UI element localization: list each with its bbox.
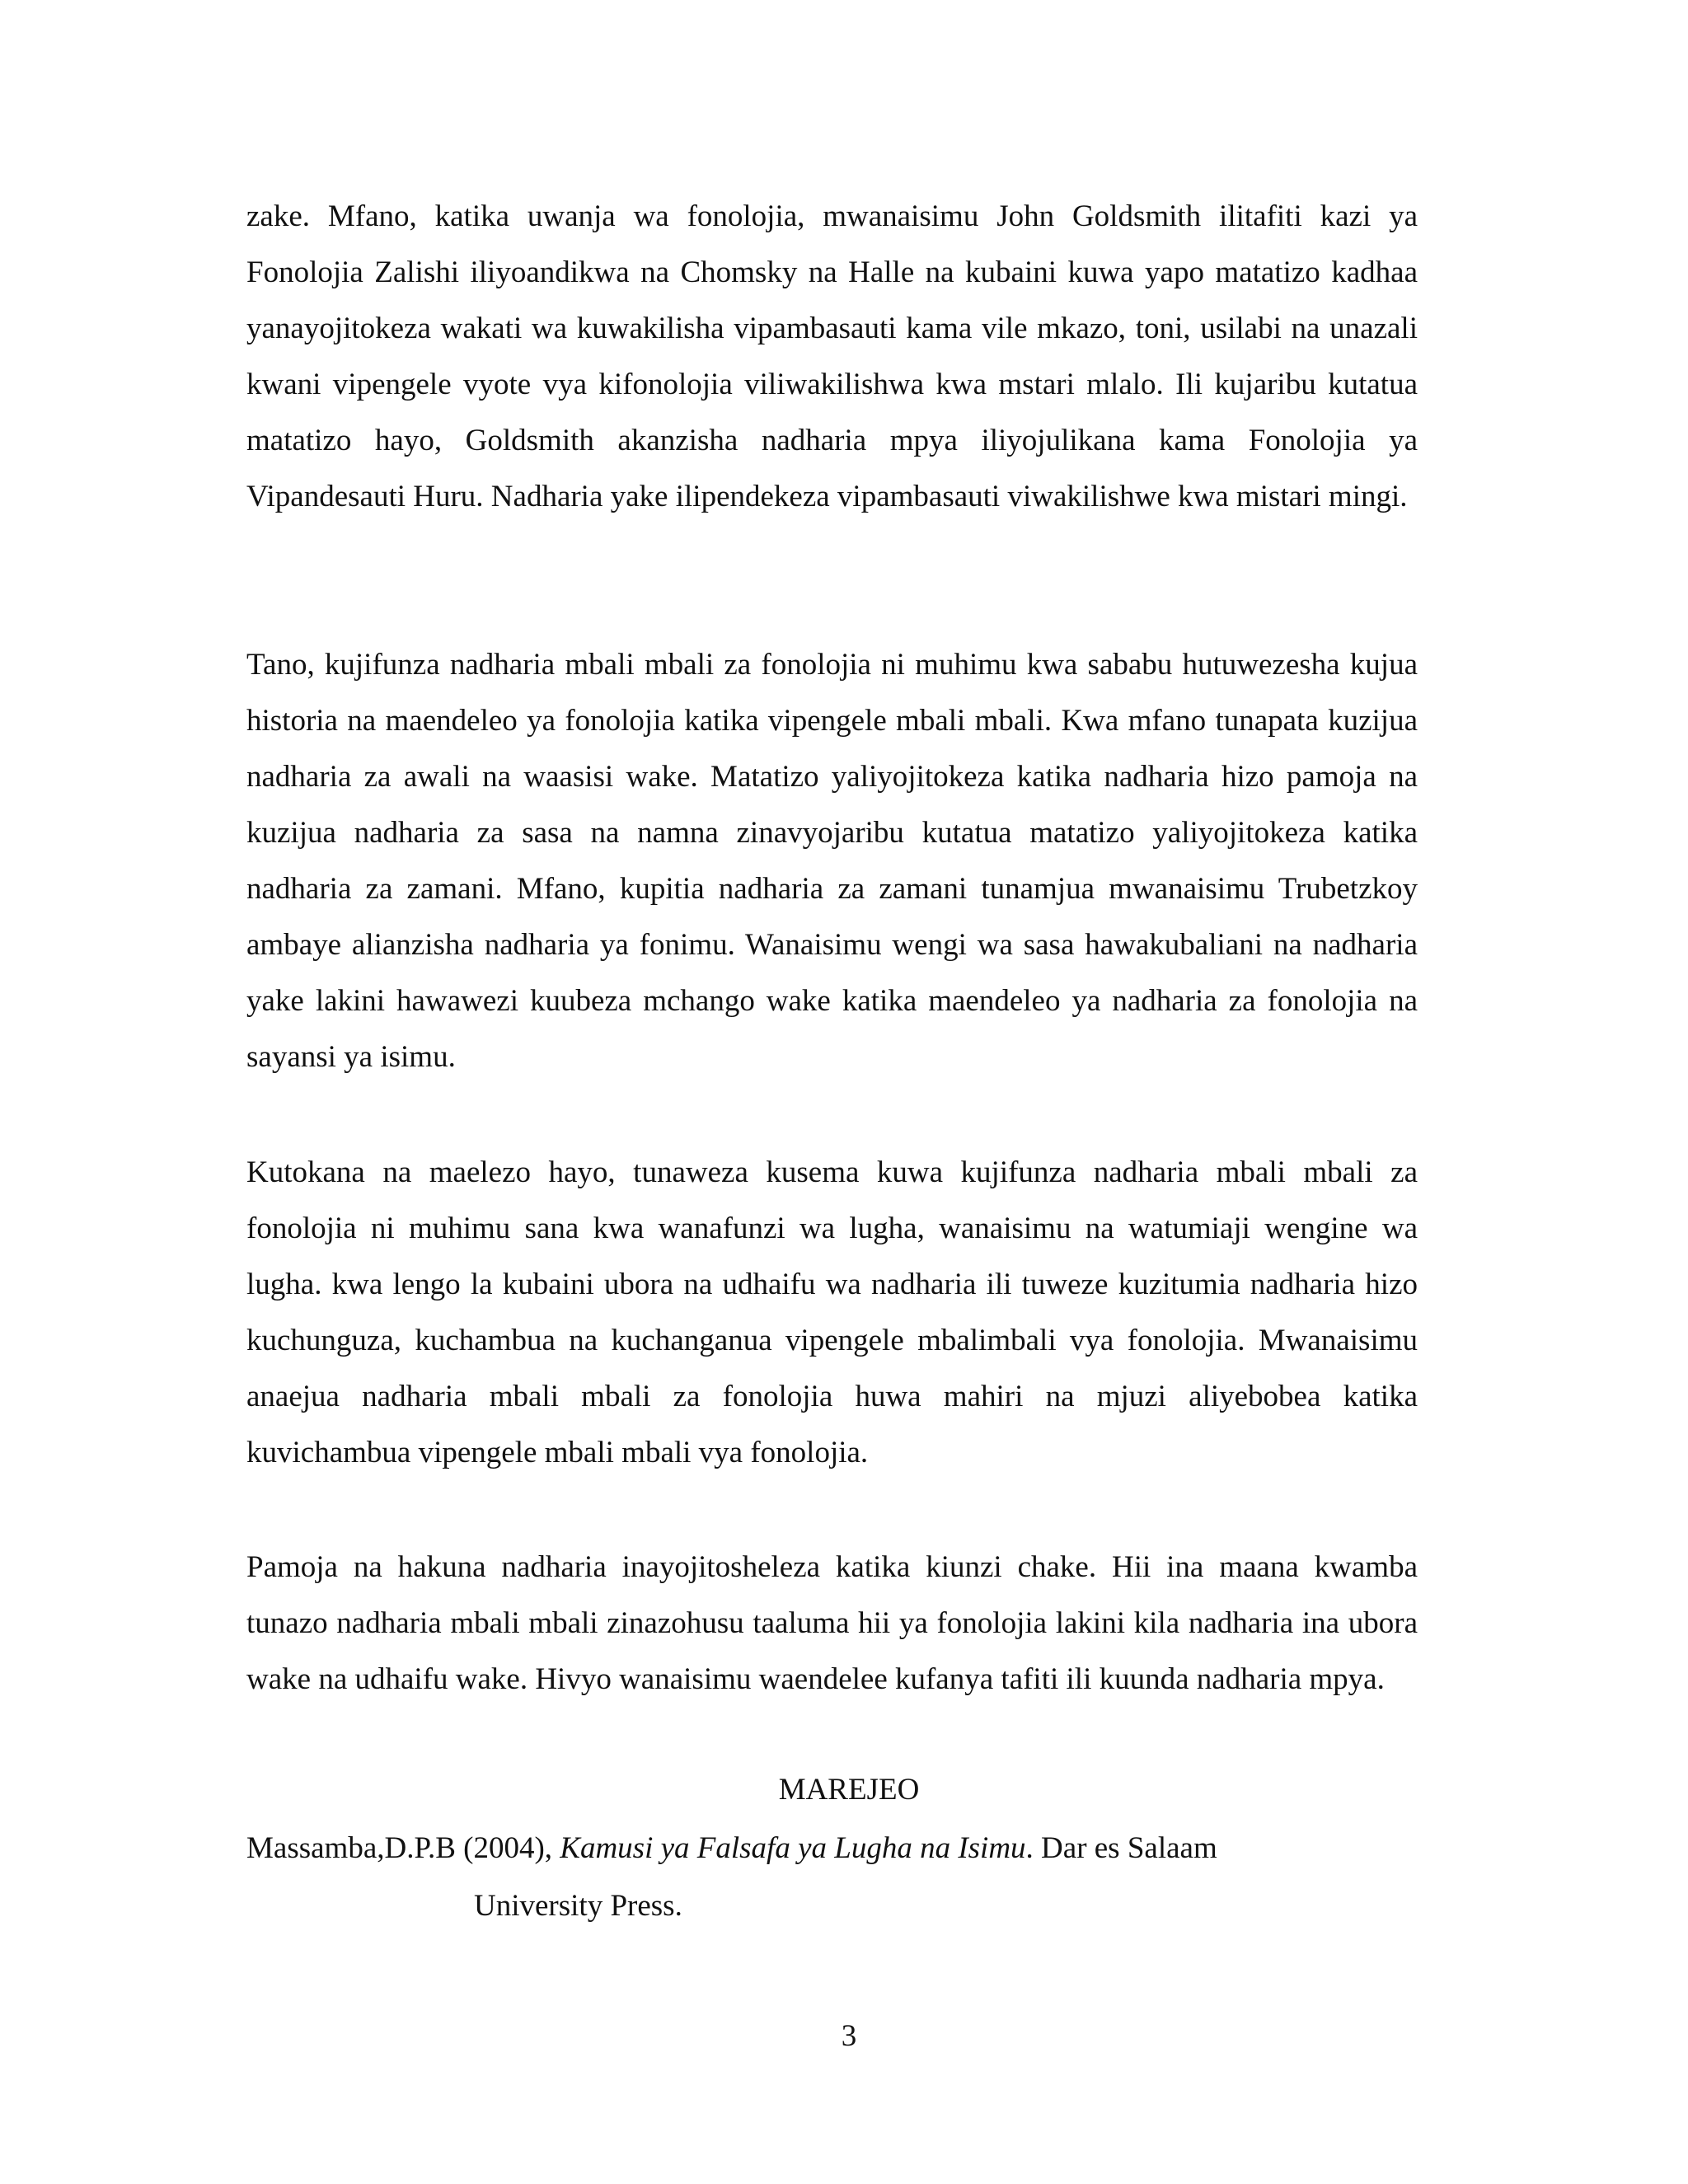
reference-title: Kamusi ya Falsafa ya Lugha na Isimu xyxy=(560,1831,1026,1865)
reference-continuation: University Press. xyxy=(474,1889,682,1923)
page-number: 3 xyxy=(841,2019,857,2053)
paragraph-no-complete-theory: Pamoja na hakuna nadharia inayojitosheleza katika kiunzi chake. Hii ina maana kwamba tunazo nadharia mbali mbali zinazohusu taaluma hii ya fonolojia lakini kila nadharia ina ubora wake na udhaifu wake. Hivyo wanaisimu waendelee kufanya tafiti ili kuunda nadharia mpya. xyxy=(246,1550,1418,1696)
reference-publisher-place: . Dar es Salaam xyxy=(1025,1831,1217,1865)
reference-author-year: Massamba,D.P.B (2004), xyxy=(246,1831,560,1865)
paragraph-history-of-phonology: Tano, kujifunza nadharia mbali mbali za fonolojia ni muhimu kwa sababu hutuwezesha kujua historia na maendeleo ya fonolojia katika vipengele mbali mbali. Kwa mfano tunapata kuzijua nadharia za awali na waasisi wake. Matatizo yaliyojitokeza katika nadharia hizo pamoja na kuzijua nadharia za sasa na namna zinavyojaribu kutatua matatizo yaliyojitokeza katika nadharia za zamani. Mfano, kupitia nadharia za zamani tunamjua mwanaisimu Trubetzkoy ambaye alianzisha nadharia ya fonimu. Wanaisimu wengi wa sasa hawakubaliani na nadharia yake lakini hawawezi kuubeza mchango wake katika maendeleo ya nadharia za fonolojia na sayansi ya isimu. xyxy=(246,648,1418,1074)
paragraph-goldsmith-example: zake. Mfano, katika uwanja wa fonolojia, mwanaisimu John Goldsmith ilitafiti kazi ya Fonolojia Zalishi iliyoandikwa na Chomsky na Halle na kubaini kuwa yapo matatizo kadhaa yanayojitokeza wakati wa kuwakilisha vipambasauti kama vile mkazo, toni, usilabi na unazali kwani vipengele vyote vya kifonolojia viliwakilishwa kwa mstari mlalo. Ili kujaribu kutatua matatizo hayo, Goldsmith akanzisha nadharia mpya iliyojulikana kama Fonolojia ya Vipandesauti Huru. Nadharia yake ilipendekeza vipambasauti viwakilishwe kwa mistari mingi. xyxy=(246,199,1418,513)
reference-entry xyxy=(246,1820,1418,1935)
paragraph-conclusion-importance: Kutokana na maelezo hayo, tunaweza kusema kuwa kujifunza nadharia mbali mbali za fonolojia ni muhimu sana kwa wanafunzi wa lugha, wanaisimu na watumiaji wengine wa lugha. kwa lengo la kubaini ubora na udhaifu wa nadharia ili tuweze kuzitumia nadharia hizo kuchunguza, kuchambua na kuchanganua vipengele mbalimbali vya fonolojia. Mwanaisimu anaejua nadharia mbali mbali za fonolojia huwa mahiri na mjuzi aliyebobea katika kuvichambua vipengele mbali mbali vya fonolojia. xyxy=(246,1155,1418,1469)
references-heading: MAREJEO xyxy=(778,1773,920,1807)
